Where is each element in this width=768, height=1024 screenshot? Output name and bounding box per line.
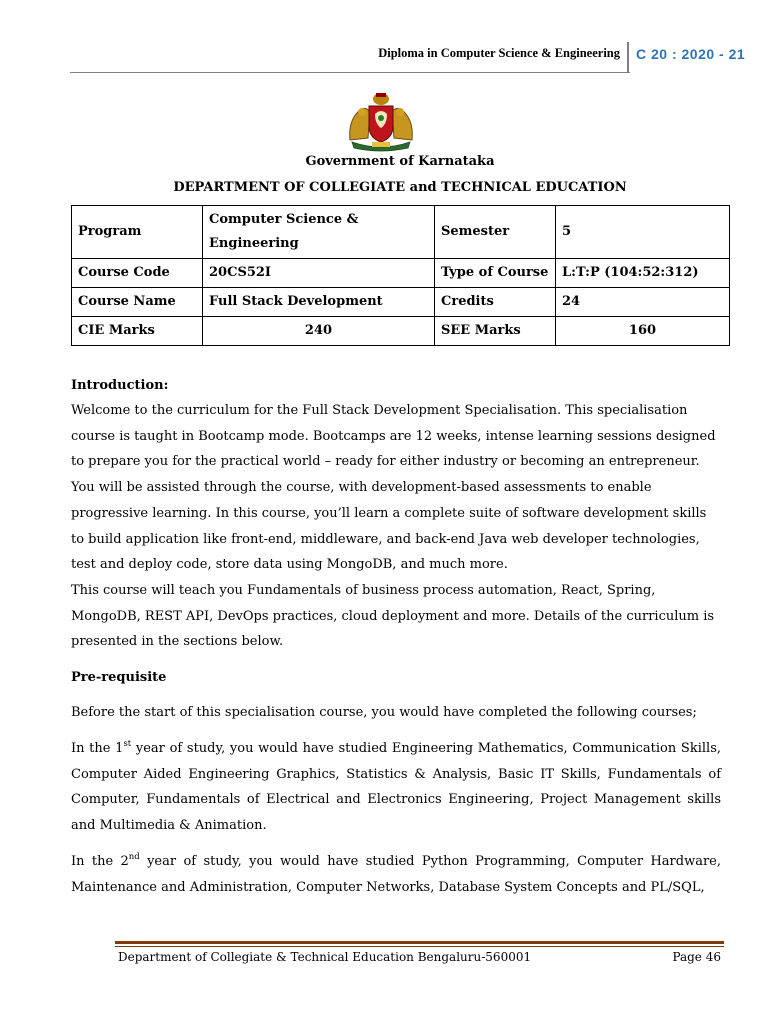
table-cell: 24 bbox=[556, 288, 730, 317]
introduction-paragraph-2: This course will teach you Fundamentals of business process automation, React, Spring, MongoDB, REST API, DevOps practices, cloud deployment and more. Details of the curriculum is presented in the sections below. bbox=[71, 583, 715, 650]
karnataka-emblem-icon bbox=[342, 90, 420, 152]
table-cell: SEE Marks bbox=[435, 317, 556, 346]
table-cell: 20CS52I bbox=[203, 259, 435, 288]
introduction-heading: Introduction: bbox=[71, 378, 169, 393]
table-row bbox=[72, 259, 730, 288]
government-title: Government of Karnataka bbox=[305, 154, 495, 169]
table-cell: Course Name bbox=[72, 288, 203, 317]
table-row bbox=[72, 206, 730, 259]
table-cell: 5 bbox=[556, 206, 730, 259]
header-title: Diploma in Computer Science & Engineering bbox=[378, 46, 620, 60]
department-title: DEPARTMENT OF COLLEGIATE and TECHNICAL EDUCATION bbox=[173, 180, 627, 195]
course-info-table bbox=[71, 205, 730, 346]
year2-sup: nd bbox=[128, 851, 140, 862]
table-cell: Type of Course bbox=[435, 259, 556, 288]
header-rule bbox=[70, 72, 630, 73]
table-row bbox=[72, 317, 730, 346]
table-cell: 160 bbox=[556, 317, 730, 346]
table-cell: Computer Science & Engineering bbox=[203, 206, 435, 259]
table-cell: 240 bbox=[203, 317, 435, 346]
table-cell: Semester bbox=[435, 206, 556, 259]
prerequisite-year1 bbox=[71, 736, 721, 839]
year2-text: year of study, you would have studied Python Programming, Computer Hardware, Maintenance and Administration, Computer Networks, Database System Concepts and PL/SQL, bbox=[71, 854, 721, 895]
table-cell: Credits bbox=[435, 288, 556, 317]
table-row bbox=[72, 288, 730, 317]
table-cell: Course Code bbox=[72, 259, 203, 288]
year2-prefix: In the 2 bbox=[71, 854, 129, 869]
year1-prefix: In the 1 bbox=[71, 741, 124, 756]
footer-rule-thin bbox=[115, 946, 724, 947]
prerequisite-intro: Before the start of this specialisation course, you would have completed the following courses; bbox=[71, 705, 697, 720]
header-divider bbox=[627, 42, 629, 72]
table-cell: Full Stack Development bbox=[203, 288, 435, 317]
footer-department: Department of Collegiate & Technical Education Bengaluru-560001 bbox=[118, 950, 532, 964]
year1-sup: st bbox=[123, 738, 132, 749]
table-cell: CIE Marks bbox=[72, 317, 203, 346]
page-number: Page 46 bbox=[672, 950, 721, 964]
footer-rule bbox=[115, 941, 724, 944]
prerequisite-heading: Pre-requisite bbox=[71, 670, 167, 685]
year1-text: year of study, you would have studied Engineering Mathematics, Communication Skills, Computer Aided Engineering Graphics, Statistics & Analysis, Basic IT Skills, Fundamentals of Computer, Fundamentals of Electrical and Electronics Engineering, Project Management skills and Multimedia & Animation. bbox=[71, 741, 721, 834]
table-cell: L:T:P (104:52:312) bbox=[556, 259, 730, 288]
introduction-paragraph-1: Welcome to the curriculum for the Full Stack Development Specialisation. This specialisation course is taught in Bootcamp mode. Bootcamps are 12 weeks, intense learning sessions designed to prepare you for the practical world – ready for either industry or becoming an entrepreneur. You will be assisted through the course, with development-based assessments to enable progressive learning. In this course, you’ll learn a complete suite of software development skills to build application like front-end, middleware, and back-end Java web developer technologies, test and deploy code, store data using MongoDB, and much more. bbox=[71, 403, 716, 573]
header-course-code: C 20 : 2020 - 21 bbox=[636, 46, 746, 62]
prerequisite-year2 bbox=[71, 849, 721, 900]
table-cell: Program bbox=[72, 206, 203, 259]
